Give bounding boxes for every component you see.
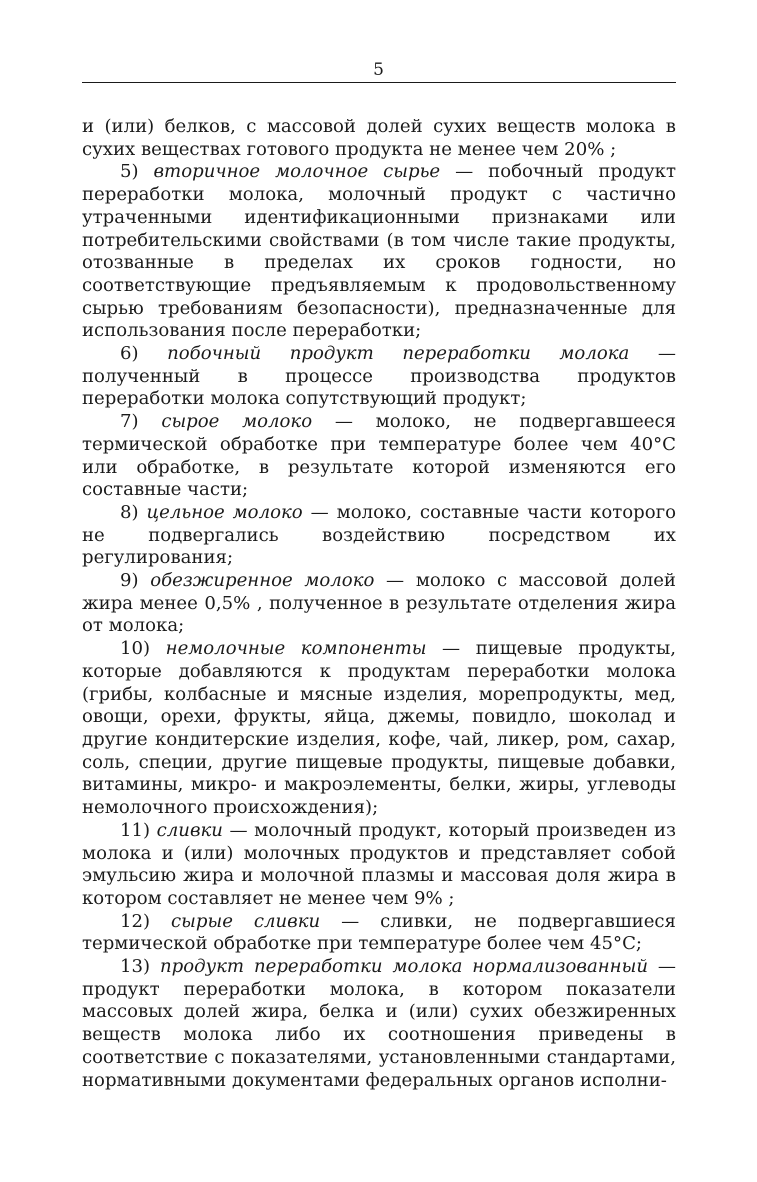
item-number: 8) bbox=[120, 501, 147, 523]
definition-text: — молоко, составные части которого не подвергались воздействию посредством их регулирования; bbox=[82, 501, 676, 569]
definition-13 bbox=[82, 956, 676, 1092]
paragraph-continuation bbox=[82, 116, 676, 161]
definition-5 bbox=[82, 161, 676, 343]
definition-10 bbox=[82, 638, 676, 820]
definition-text: — молоко, не подвергавшееся термической обработке при температуре более чем 40°С или обработке, в результате которой изменяются его составные части; bbox=[82, 411, 677, 501]
definition-11 bbox=[82, 820, 676, 911]
item-number: 12) bbox=[120, 910, 172, 932]
definition-text: и (или) белков, с массовой долей сухих веществ молока в сухих веществах готового продукта не менее чем 20% ; bbox=[82, 116, 676, 160]
defined-term: вторичное молочное сырье bbox=[153, 161, 441, 183]
header-rule bbox=[82, 82, 676, 83]
defined-term: сливки bbox=[156, 819, 223, 841]
item-number: 10) bbox=[120, 638, 166, 660]
definition-text: — полученный в процессе производства продуктов переработки молока сопутствующий продукт; bbox=[82, 343, 676, 410]
item-number: 13) bbox=[120, 956, 161, 978]
defined-term: немолочные компоненты bbox=[165, 638, 427, 660]
definition-text: — молочный продукт, который произведен из молока и (или) молочных продуктов и представляет собой эмульсию жира и молочной плазмы и массовая доля жира в котором составляет не менее чем 9% ; bbox=[82, 819, 676, 909]
defined-term: продукт переработки молока нормализованный bbox=[160, 956, 648, 978]
defined-term: побочный продукт переработки молока bbox=[167, 343, 630, 365]
item-number: 6) bbox=[120, 343, 168, 365]
definition-text: — молоко с массовой долей жира менее 0,5% , полученное в результате отделения жира от молока; bbox=[82, 570, 676, 637]
definition-text: — продукт переработки молока, в котором показатели массовых долей жира, белка и (или) сухих обезжиренных веществ молока либо их соотношения приведены в соответствие с показателями, установленными стандартами, нормативными документами федеральных органов исполни- bbox=[82, 956, 676, 1091]
defined-term: сырое молоко bbox=[161, 411, 313, 433]
definition-7 bbox=[82, 411, 676, 502]
item-number: 5) bbox=[120, 161, 154, 183]
body-text bbox=[82, 116, 676, 1092]
definition-9 bbox=[82, 570, 676, 638]
definition-12 bbox=[82, 911, 676, 956]
defined-term: обезжиренное молоко bbox=[150, 570, 375, 592]
item-number: 7) bbox=[120, 411, 162, 433]
definition-text: — пищевые продукты, которые добавляются к продуктам переработки молока (грибы, колбасные и мясные изделия, морепродукты, мед, овощи, орехи, фрукты, яйца, джемы, повидло, шоколад и другие кондитерские изделия, кофе, чай, ликер, ром, сахар, соль, специи, другие пищевые продукты, пищевые добавки, витамины, микро- и макроэлементы, белки, жиры, углеводы немолочного происхождения); bbox=[82, 638, 676, 819]
definition-8 bbox=[82, 502, 676, 570]
defined-term: сырые сливки bbox=[171, 910, 321, 932]
definition-6 bbox=[82, 343, 676, 411]
item-number: 9) bbox=[120, 570, 151, 592]
definition-text: — побочный продукт переработки молока, молочный продукт с частично утраченными идентификационными признаками или потребительскими свойствами (в том числе такие продукты, отозванные в пределах их сроков годности, но соответствующие предъявляемым к продовольственному сырью требованиям безопасности), предназначенные для использования после переработки; bbox=[82, 161, 676, 342]
item-number: 11) bbox=[120, 819, 157, 841]
defined-term: цельное молоко bbox=[146, 501, 303, 523]
definition-text: — сливки, не подвергавшиеся термической обработке при температуре более чем 45°С; bbox=[82, 910, 676, 955]
page-number: 5 bbox=[373, 60, 384, 80]
